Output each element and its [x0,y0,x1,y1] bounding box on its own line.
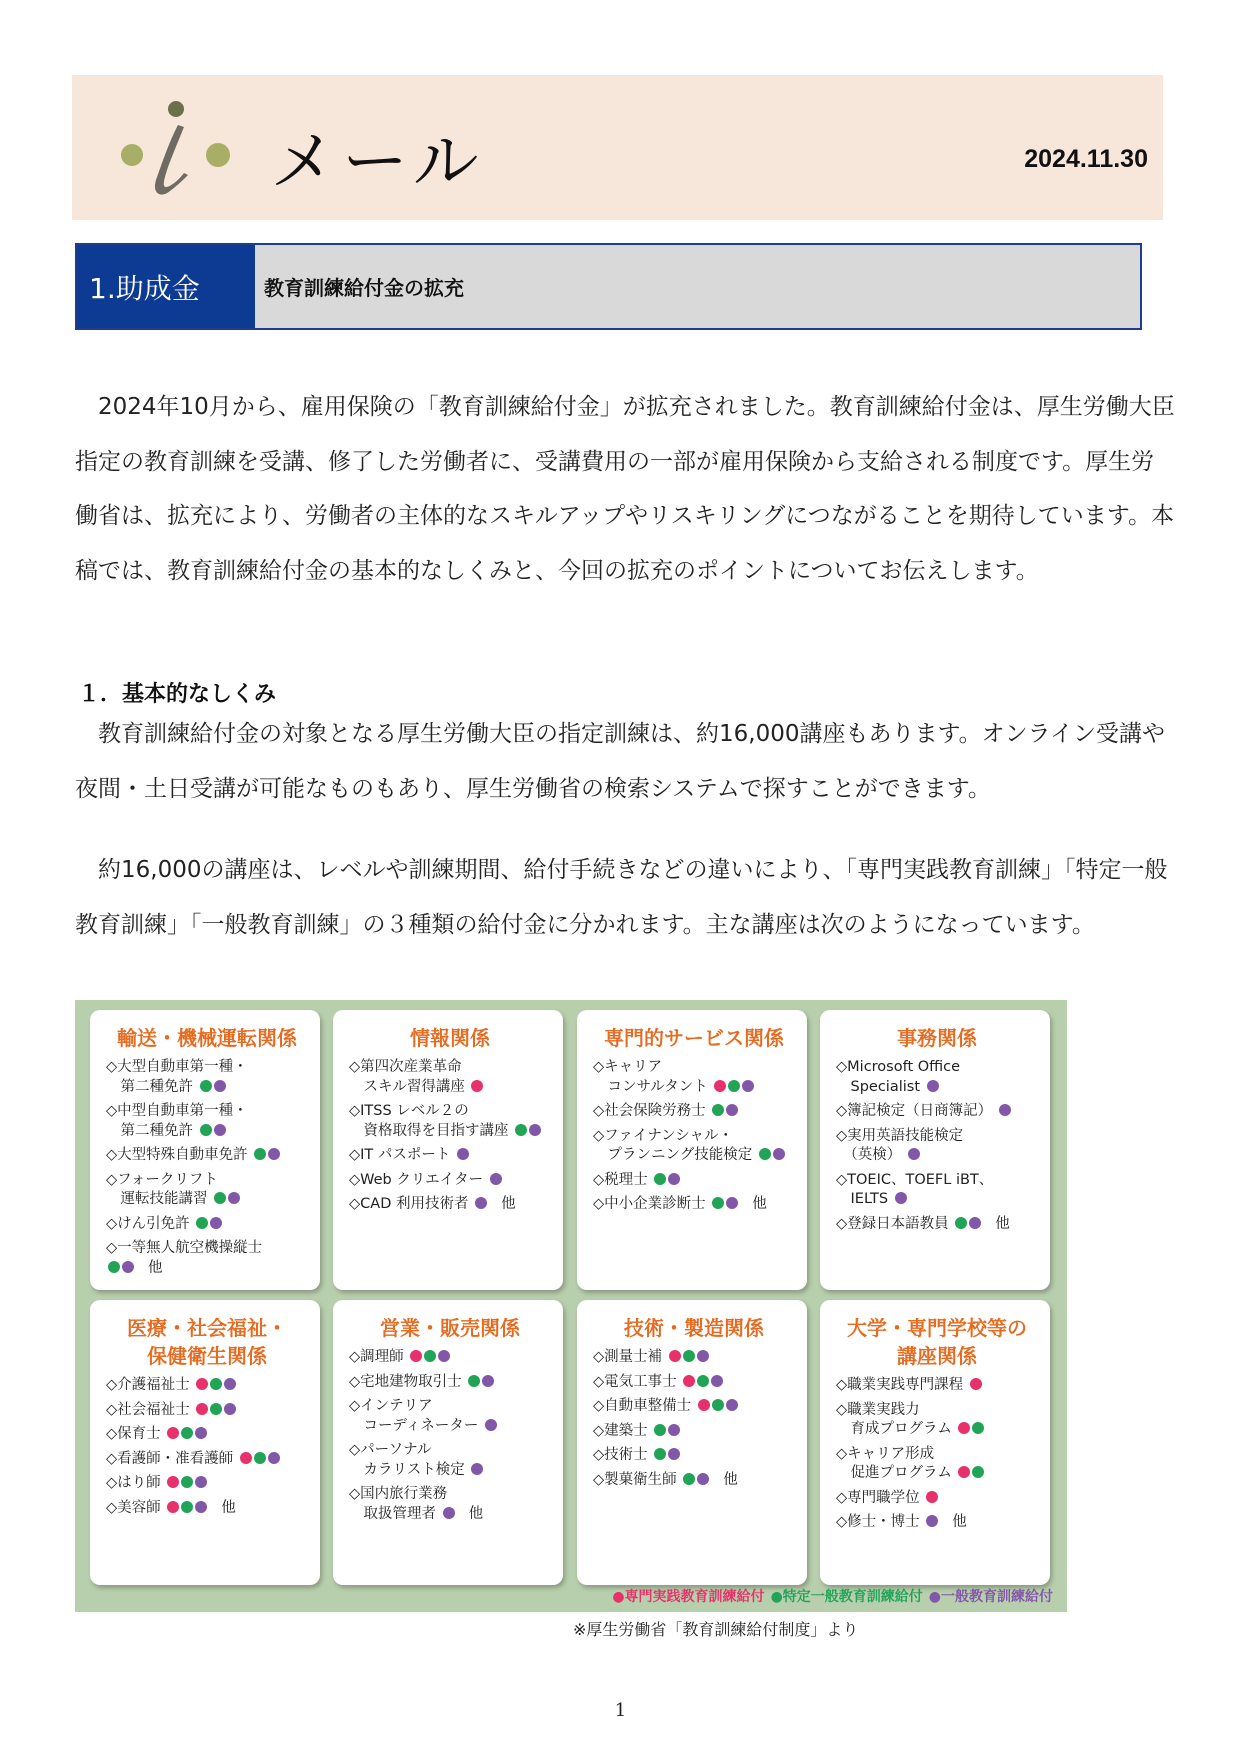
benefit-type-dots [952,1421,985,1437]
benefit-dot-icon [999,1104,1011,1116]
benefit-type-dots [106,1260,163,1276]
category-card [90,1010,320,1290]
course-item [106,1058,308,1097]
category-card [577,1300,807,1585]
benefit-dot-icon [712,1399,724,1411]
benefit-dot-icon [228,1192,240,1204]
course-name: ◇実用英語技能検定 （英検） [836,1127,964,1163]
benefit-dot-icon [908,1148,920,1160]
course-item [836,1215,1038,1235]
benefit-dot-icon [711,1375,723,1387]
course-name: ◇看護師・准看護師 [106,1450,234,1467]
course-name: ◇けん引免許 [106,1215,190,1232]
course-item [836,1127,1038,1166]
benefit-type-dots [462,1374,495,1390]
other-label: 他 [952,1514,967,1530]
section-title: 教育訓練給付金の拡充 [264,276,464,300]
course-item [106,1401,308,1421]
benefit-type-dots [404,1349,451,1365]
benefit-dot-icon [697,1375,709,1387]
benefit-type-dots [648,1172,681,1188]
course-name: ◇美容師 [106,1499,161,1516]
benefit-dot-icon [490,1173,502,1185]
course-name: ◇大型自動車第一種・ 第二種免許 [106,1059,248,1095]
benefit-type-dots [949,1216,1010,1232]
benefit-dot-icon [683,1473,695,1485]
benefit-dot-icon [210,1217,222,1229]
course-name: ◇自動車整備士 [593,1398,692,1414]
benefit-dot-icon [200,1080,212,1092]
course-item [593,1171,795,1191]
course-name: ◇簿記検定（日商簿記） [836,1103,993,1119]
course-item [349,1397,551,1436]
subsection-title: １．基本的なしくみ [78,682,277,707]
benefit-dot-icon [895,1192,907,1204]
category-card [333,1300,563,1585]
benefit-dot-icon [195,1476,207,1488]
course-name: ◇中小企業診断士 [593,1196,706,1212]
course-item [349,1058,551,1097]
course-name: ◇TOEIC、TOEFL iBT、 IELTS [836,1171,994,1207]
course-name: ◇パーソナル カラリスト検定 [349,1442,465,1478]
category-title: 大学・専門学校等の 講座関係 [847,1316,1027,1368]
course-name: ◇職業実践力 育成プログラム [836,1401,952,1437]
category-title: 専門的サービス関係 [604,1026,784,1050]
course-name: ◇ITSS レベル２の 資格取得を目指す講座 [349,1103,509,1139]
benefit-type-dots [190,1377,237,1393]
course-item [106,1450,308,1470]
benefit-type-dots [708,1079,755,1095]
benefit-dot-icon [742,1080,754,1092]
course-name: ◇測量士補 [593,1349,663,1365]
benefit-dot-icon [712,1104,724,1116]
course-name: ◇建築士 [593,1422,648,1439]
course-name: ◇CAD 利用技術者 [349,1196,469,1212]
course-name: ◇はり師 [106,1475,161,1491]
benefit-dot-icon [195,1427,207,1439]
course-name: ◇Microsoft Office Specialist [836,1059,961,1095]
legend-entry: ●一般教育訓練給付 [928,1589,1053,1605]
category-card [90,1300,320,1585]
benefit-dot-icon [214,1080,226,1092]
course-category-figure [75,1000,1067,1612]
benefit-dot-icon [726,1399,738,1411]
course-item [593,1397,795,1417]
benefit-dot-icon [698,1399,710,1411]
course-item [836,1445,1038,1484]
benefit-dot-icon [683,1350,695,1362]
benefit-dot-icon [471,1080,483,1092]
benefit-dot-icon [195,1501,207,1513]
benefit-dot-icon [970,1378,982,1390]
other-label: 他 [501,1196,516,1212]
benefit-dot-icon [955,1217,967,1229]
legend-entry: ●専門実践教育訓練給付 [612,1589,765,1605]
i-mail-logo-icon [118,95,233,205]
course-item [836,1102,1038,1122]
benefit-dot-icon [268,1148,280,1160]
issue-date: 2024.11.30 [1024,145,1148,173]
course-item [593,1058,795,1097]
course-item [593,1348,795,1368]
benefit-dot-icon [181,1427,193,1439]
benefit-type-dots [677,1374,724,1390]
course-name: ◇宅地建物取引士 [349,1373,462,1390]
benefit-type-dots [161,1500,236,1516]
other-label: 他 [221,1499,236,1516]
other-label: 他 [148,1259,163,1276]
course-name: ◇中型自動車第一種・ 第二種免許 [106,1103,248,1139]
benefit-dot-icon [668,1173,680,1185]
benefit-dot-icon [529,1124,541,1136]
benefit-dot-icon [181,1476,193,1488]
benefit-type-dots [436,1506,483,1522]
benefit-dot-icon [471,1463,483,1475]
course-item [836,1489,1038,1509]
course-name: ◇キャリア形成 促進プログラム [836,1445,952,1481]
benefit-dot-icon [424,1350,436,1362]
course-item [593,1422,795,1442]
course-name: ◇大型特殊自動車免許 [106,1147,248,1163]
course-item [106,1146,308,1166]
course-item [593,1127,795,1166]
benefit-type-dots [901,1147,920,1163]
category-title: 医療・社会福祉・ 保健衛生関係 [127,1316,287,1368]
benefit-type-dots [920,1514,967,1530]
benefit-dot-icon [457,1148,469,1160]
course-item [349,1102,551,1141]
category-title: 輸送・機械運転関係 [117,1026,297,1050]
benefit-dot-icon [972,1466,984,1478]
benefit-dot-icon [654,1448,666,1460]
benefit-dot-icon [969,1217,981,1229]
course-item [593,1446,795,1466]
benefit-dot-icon [196,1378,208,1390]
page-number: 1 [614,1700,627,1721]
header-title: メール [270,123,485,200]
course-name: ◇IT パスポート [349,1147,451,1163]
benefit-type-dots [248,1147,281,1163]
benefit-dot-icon [443,1507,455,1519]
benefit-type-dots [920,1490,939,1506]
course-item [349,1485,551,1524]
course-item [349,1171,551,1191]
course-item [106,1376,308,1396]
benefit-dot-icon [927,1080,939,1092]
benefit-type-dots [691,1398,738,1414]
course-item [349,1348,551,1368]
benefit-dot-icon [668,1448,680,1460]
category-title: 情報関係 [410,1026,490,1050]
benefit-dot-icon [669,1350,681,1362]
benefit-type-dots [992,1103,1011,1119]
benefit-dot-icon [214,1124,226,1136]
other-label: 他 [468,1505,484,1522]
course-name: ◇専門職学位 [836,1489,920,1506]
benefit-dot-icon [728,1080,740,1092]
benefit-dot-icon [654,1424,666,1436]
course-item [593,1471,795,1491]
benefit-type-dots [478,1418,497,1434]
other-label: 他 [995,1215,1010,1232]
course-name: ◇インテリア コーディネーター [349,1398,479,1434]
benefit-type-dots [706,1103,739,1119]
course-item [106,1474,308,1494]
benefit-dot-icon [410,1350,422,1362]
benefit-dot-icon [683,1375,695,1387]
subsection-paragraph-2: 約16,000の講座は、レベルや訓練期間、給付手続きなどの違いにより、「専門実践教育訓練」「特定一般教育訓練」「一般教育訓練」の３種類の給付金に分かれます。主な講座は次のようになっています。 [75,857,1168,938]
course-name: ◇保育士 [106,1426,161,1442]
benefit-type-dots [233,1451,280,1467]
benefit-type-dots [648,1423,681,1439]
course-item [593,1195,795,1215]
benefit-dot-icon [200,1124,212,1136]
benefit-dot-icon [196,1403,208,1415]
benefit-dot-icon [475,1197,487,1209]
benefit-type-dots [483,1172,502,1188]
course-item [836,1058,1038,1097]
course-item [836,1376,1038,1396]
category-card [333,1010,563,1290]
benefit-dot-icon [759,1148,771,1160]
course-name: ◇登録日本語教員 [836,1215,949,1232]
benefit-dot-icon [714,1080,726,1092]
course-item [349,1146,551,1166]
course-name: ◇一等無人航空機操縦士 [106,1240,263,1256]
benefit-dot-icon [167,1476,179,1488]
benefit-dot-icon [958,1422,970,1434]
benefit-dot-icon [224,1378,236,1390]
course-item [106,1425,308,1445]
benefit-dot-icon [697,1350,709,1362]
benefit-type-dots [888,1191,907,1207]
benefit-dot-icon [482,1375,494,1387]
course-name: ◇国内旅行業務 取扱管理者 [349,1486,448,1522]
benefit-type-dots [190,1216,223,1232]
benefit-dot-icon [254,1452,266,1464]
course-item [106,1171,308,1210]
benefit-dot-icon [196,1217,208,1229]
course-item [836,1171,1038,1210]
course-item [106,1102,308,1141]
benefit-dot-icon [668,1424,680,1436]
course-name: ◇介護福祉士 [106,1377,190,1393]
course-item [593,1373,795,1393]
benefit-type-dots [952,1465,985,1481]
course-name: ◇Web クリエイター [349,1171,484,1188]
course-name: ◇ファイナンシャル・ プランニング技能検定 [593,1127,753,1163]
benefit-type-dots [920,1079,939,1095]
benefit-dot-icon [712,1197,724,1209]
legend-entry: ●特定一般教育訓練給付 [770,1589,923,1605]
benefit-dot-icon [926,1491,938,1503]
benefit-dot-icon [773,1148,785,1160]
course-name: ◇フォークリフト 運転技能講習 [106,1171,218,1207]
course-item [106,1215,308,1235]
course-item [349,1441,551,1480]
category-title: 技術・製造関係 [624,1316,764,1340]
course-name: ◇修士・博士 [836,1514,920,1530]
benefit-type-dots [677,1472,738,1488]
course-item [836,1401,1038,1440]
category-title: 営業・販売関係 [380,1316,520,1340]
section-number: 1.助成金 [77,245,255,328]
benefit-type-dots [963,1377,982,1393]
benefit-dot-icon [108,1261,120,1273]
course-name: ◇社会福祉士 [106,1401,190,1418]
benefit-dot-icon [468,1375,480,1387]
course-name: ◇第四次産業革命 スキル習得講座 [349,1059,465,1095]
benefit-dot-icon [438,1350,450,1362]
benefit-type-dots [161,1426,208,1442]
benefit-dot-icon [210,1378,222,1390]
benefit-dot-icon [268,1452,280,1464]
benefit-dot-icon [654,1173,666,1185]
benefit-type-dots [193,1079,226,1095]
other-label: 他 [723,1471,738,1488]
category-card [577,1010,807,1290]
benefit-dot-icon [926,1515,938,1527]
source-caption: ※厚生労働省「教育訓練給付制度」より [573,1620,859,1639]
subsection-paragraph-1: 教育訓練給付金の対象となる厚生労働大臣の指定訓練は、約16,000講座もあります。オンライン受講や夜間・土日受講が可能なものもあり、厚生労働省の検索システムで探すことができます。 [75,721,1165,802]
benefit-dot-icon [210,1403,222,1415]
benefit-type-dots [161,1475,208,1491]
benefit-dot-icon [726,1104,738,1116]
course-item [106,1499,308,1519]
benefit-type-dots [465,1462,484,1478]
benefit-dot-icon [515,1124,527,1136]
course-item [836,1513,1038,1533]
benefit-type-dots [706,1196,767,1212]
benefit-dot-icon [972,1422,984,1434]
benefit-dot-icon [485,1419,497,1431]
benefit-dot-icon [181,1501,193,1513]
benefit-dot-icon [697,1473,709,1485]
course-name: ◇技術士 [593,1447,648,1463]
course-name: ◇キャリア コンサルタント [593,1059,708,1095]
course-name: ◇製菓衛生師 [593,1471,677,1488]
benefit-type-dots [450,1147,469,1163]
benefit-dot-icon [224,1403,236,1415]
benefit-type-dots [465,1079,484,1095]
benefit-type-dots [193,1123,226,1139]
benefit-dot-icon [167,1501,179,1513]
benefit-type-dots [208,1191,241,1207]
course-item [593,1102,795,1122]
benefit-dot-icon [122,1261,134,1273]
benefit-dot-icon [214,1192,226,1204]
benefit-dot-icon [254,1148,266,1160]
benefit-dot-icon [167,1427,179,1439]
course-item [349,1373,551,1393]
intro-paragraph: 2024年10月から、雇用保険の「教育訓練給付金」が拡充されました。教育訓練給付金は、厚生労働大臣指定の教育訓練を受講、修了した労働者に、受講費用の一部が雇用保険から支給される制度です。厚生労働省は、拡充により、労働者の主体的なスキルアップやリスキリングにつながることを期待しています。本稿では、教育訓練給付金の基本的なしくみと、今回の拡充のポイントについてお伝えします。 [75,394,1175,584]
header-band [72,75,1163,220]
benefit-type-dots [752,1147,785,1163]
course-name: ◇職業実践専門課程 [836,1377,964,1393]
category-card [820,1300,1050,1585]
course-item [106,1239,308,1278]
benefit-type-dots [468,1196,515,1212]
course-name: ◇調理師 [349,1349,404,1365]
other-label: 他 [752,1196,767,1212]
benefit-type-dots [648,1447,681,1463]
course-name: ◇電気工事士 [593,1373,677,1390]
course-item [349,1195,551,1215]
benefit-dot-icon [240,1452,252,1464]
benefit-dot-icon [958,1466,970,1478]
figure-legend [606,1586,1053,1606]
category-card [820,1010,1050,1290]
course-name: ◇社会保険労務士 [593,1103,706,1119]
course-name: ◇税理士 [593,1171,648,1188]
benefit-type-dots [662,1349,709,1365]
section-heading-bar [75,243,1142,330]
benefit-type-dots [509,1123,542,1139]
benefit-dot-icon [726,1197,738,1209]
category-title: 事務関係 [897,1026,977,1050]
benefit-type-dots [190,1402,237,1418]
